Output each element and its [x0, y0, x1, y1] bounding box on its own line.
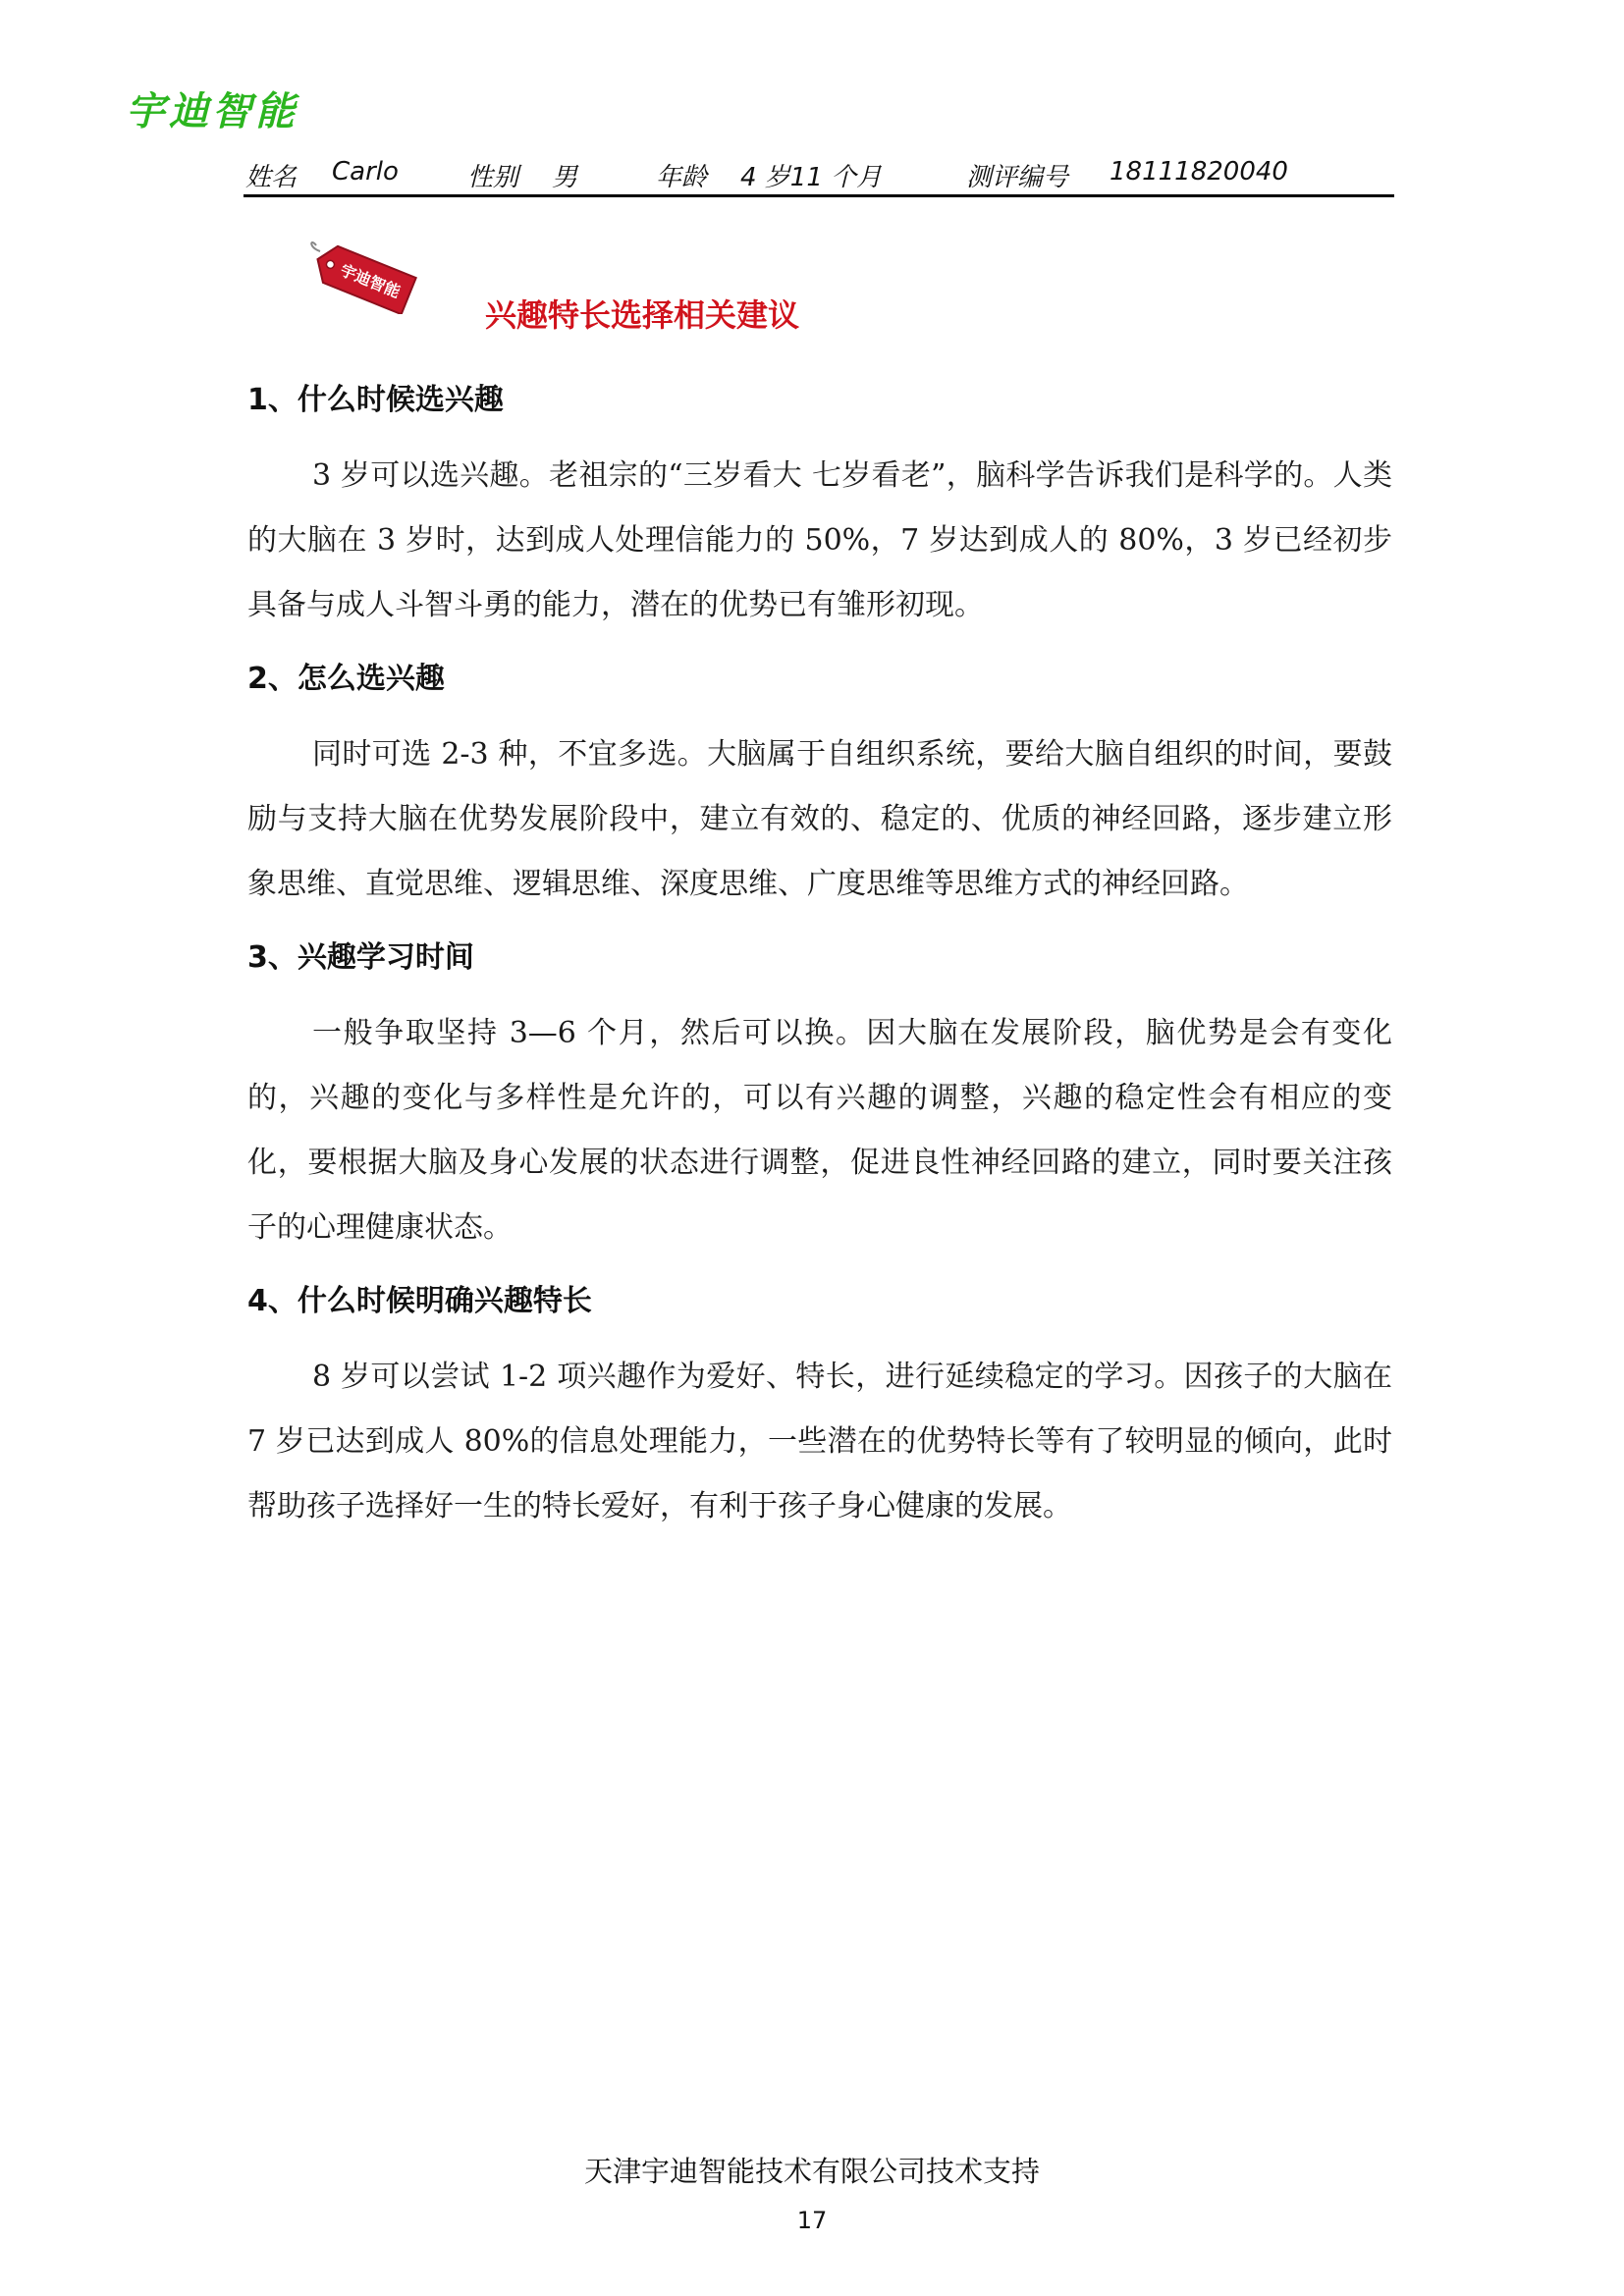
question-body: 8 岁可以尝试 1-2 项兴趣作为爱好、特长，进行延续稳定的学习。因孩子的大脑在 7 岁已达到成人 80%的信息处理能力，一些潜在的优势特长等有了较明显的倾向，此时帮助孩子选择好一生的特长爱好，有利于孩子身心健康的发展。: [247, 1360, 1392, 1523]
name-label: 姓名: [245, 163, 298, 192]
age-value: 4 岁11 个月: [740, 163, 883, 192]
question-heading: 4、什么时候明确兴趣特长: [247, 1284, 592, 1318]
question-body: 一般争取坚持 3—6 个月，然后可以换。因大脑在发展阶段，脑优势是会有变化的，兴趣的变化与多样性是允许的，可以有兴趣的调整，兴趣的稳定性会有相应的变化，要根据大脑及身心发展的状态进行调整，促进良性神经回路的建立，同时要关注孩子的心理健康状态。: [247, 1016, 1392, 1245]
id-label: 测评编号: [966, 163, 1069, 192]
question-heading: 2、怎么选兴趣: [247, 662, 445, 696]
advice-item: [247, 936, 1392, 1260]
tag-text: 宇迪智能: [337, 260, 404, 302]
brand-logo: 宇迪智能: [126, 89, 298, 134]
question-body: 同时可选 2-3 种，不宜多选。大脑属于自组织系统，要给大脑自组织的时间，要鼓励与支持大脑在优势发展阶段中，建立有效的、稳定的、优质的神经回路，逐步建立形象思维、直觉思维、逻辑思维、深度思维、广度思维等思维方式的神经回路。: [247, 737, 1392, 901]
age-label: 年龄: [656, 163, 708, 192]
question-heading: 3、兴趣学习时间: [247, 940, 474, 975]
advice-content: [247, 379, 1392, 1559]
question-body: 3 岁可以选兴趣。老祖宗的“三岁看大 七岁看老”，脑科学告诉我们是科学的。人类的大脑在 3 岁时，达到成人处理信能力的 50%，7 岁达到成人的 80%，3 岁已经初步具备与成人斗智斗勇的能力，潜在的优势已有雏形初现。: [247, 458, 1392, 622]
section-title: 兴趣特长选择相关建议: [485, 296, 800, 334]
advice-item: [247, 658, 1392, 917]
price-tag-icon: [306, 236, 430, 314]
page-number: 17: [796, 2207, 828, 2234]
footer-support-text: 天津宇迪智能技术有限公司技术支持: [583, 2155, 1040, 2188]
advice-item: [247, 379, 1392, 638]
advice-item: [247, 1280, 1392, 1539]
header-divider: [244, 194, 1394, 197]
question-heading: 1、什么时候选兴趣: [247, 383, 504, 417]
gender-value: 男: [552, 163, 578, 192]
name-value: Carlo: [332, 157, 399, 187]
gender-label: 性别: [467, 163, 519, 192]
student-info-row: [245, 157, 1392, 192]
id-value: 18111820040: [1110, 157, 1288, 187]
